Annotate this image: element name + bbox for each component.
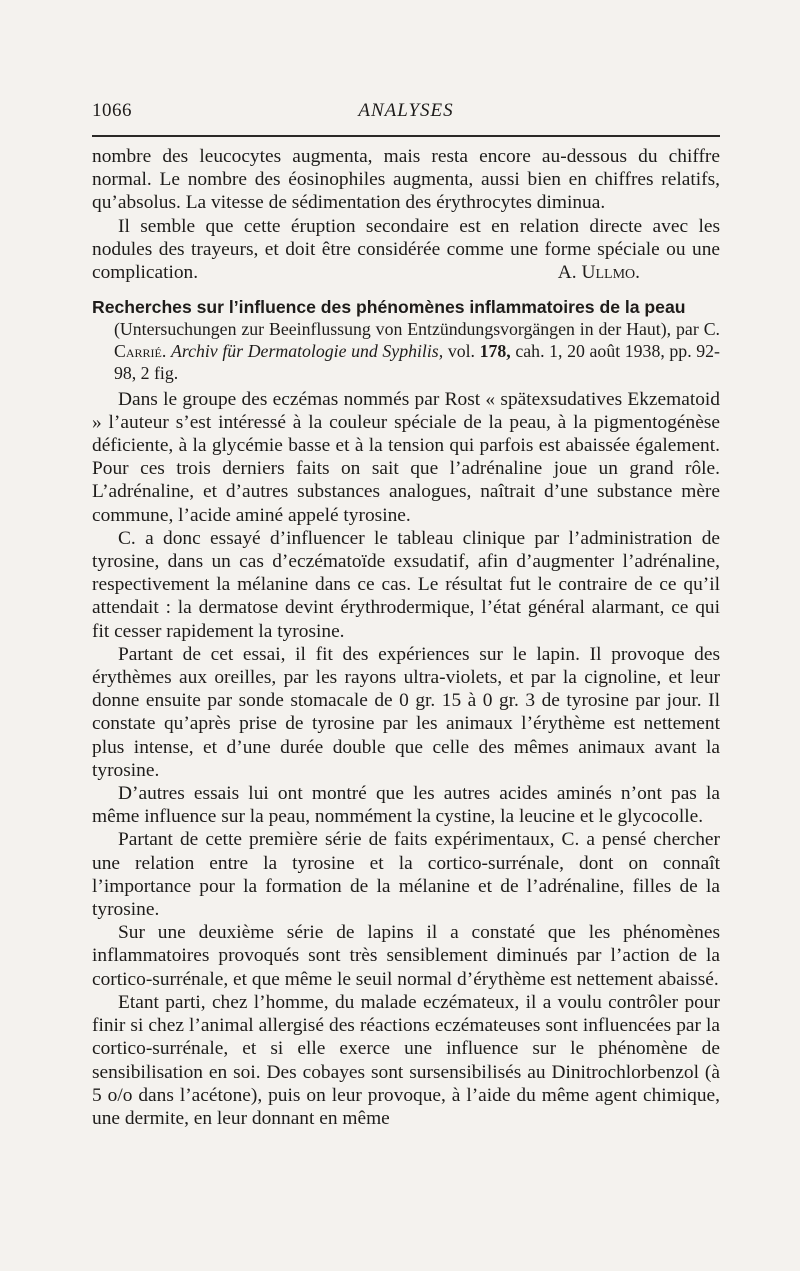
article-reference bbox=[114, 319, 720, 384]
paragraph-conclusion-text: Il semble que cette éruption secondaire est en relation directe avec les nodules des trayeurs, et doit être considérée comme une forme spéciale ou une complication. bbox=[92, 215, 720, 284]
page-number: 1066 bbox=[92, 100, 132, 121]
header-rule bbox=[92, 135, 720, 137]
page-body bbox=[92, 145, 720, 1130]
page bbox=[92, 100, 720, 1129]
paragraph-continued: nombre des leucocytes augmenta, mais resta encore au-dessous du chiffre normal. Le nombre des éosinophiles augmenta, aussi bien en chiffres relatifs, qu’absolus. La vitesse de sédimentation des érythrocytes diminua. bbox=[92, 146, 720, 214]
article-paragraph: Etant parti, chez l’homme, du malade eczémateux, il a voulu contrôler pour finir si chez l’animal allergisé des réactions eczémateuses sont influencées par la cortico-surrénale, et si elle exerce une influence sur le phénomène de sensibilisation en soi. Des cobayes sont sursensibilisés au Dinitrochlorbenzol (à 5 o/o dans l’acétone), puis on leur provoque, à l’aide du même agent chimique, une dermite, en leur donnant en même bbox=[92, 991, 720, 1129]
article-paragraph: Dans le groupe des eczémas nommés par Rost « spätexsudatives Ekzematoid » l’auteur s’est intéressé à la couleur spéciale de la peau, à la pigmentogénèse déficiente, à la glycémie basse et à la tension qui parfois est abaissée également. Pour ces trois derniers faits on sait que l’adrénaline joue un grand rôle. L’adrénaline, et d’autres substances analogues, naîtrait d’une substance mère commune, l’acide aminé appelé tyrosine. bbox=[92, 388, 720, 526]
article-paragraph: D’autres essais lui ont montré que les autres acides aminés n’ont pas la même influence sur la peau, nommément la cystine, la leucine et le glycocolle. bbox=[92, 783, 720, 828]
reference-volume: 178, bbox=[479, 341, 511, 362]
running-title: ANALYSES bbox=[358, 100, 454, 121]
reference-issue: cah. 1, 20 août 1938, pp. 92-98, 2 fig. bbox=[114, 341, 720, 383]
reference-author: C. Carrié. bbox=[114, 319, 720, 362]
reference-volume-label: vol. bbox=[447, 341, 475, 362]
article-paragraph: Partant de cet essai, il fit des expériences sur le lapin. Il provoque des érythèmes aux oreilles, par les rayons ultra-violets, et par la cignoline, et leur donne ensuite par sonde stomacale de 0 gr. 15 à 0 gr. 3 de tyrosine par jour. Il constate qu’après prise de tyrosine par les animaux l’érythème est nettement plus intense, et d’une durée double que celle des mêmes animaux avant la tyrosine. bbox=[92, 643, 720, 781]
signature: A. Ullmo. bbox=[557, 262, 640, 284]
paragraph-conclusion bbox=[92, 215, 720, 285]
page-header bbox=[92, 100, 720, 126]
article-title: Recherches sur l’influence des phénomènes inflammatoires de la peau bbox=[92, 297, 686, 318]
reference-original-title: (Untersuchungen zur Beeinflussung von Entzündungsvorgängen in der Haut), par bbox=[114, 319, 699, 340]
reference-journal: Archiv für Dermatologie und Syphilis, bbox=[170, 341, 444, 362]
article-paragraph: C. a donc essayé d’influencer le tableau clinique par l’administration de tyrosine, dans un cas d’eczématoïde exsudatif, afin d’augmenter l’adrénaline, respectivement la mélanine dans ce cas. Le résultat fut le contraire de ce qu’il attendait : la dermatose devint érythrodermique, l’état général alarmant, ce qui fit cesser rapidement la tyrosine. bbox=[92, 527, 720, 642]
article-paragraph: Sur une deuxième série de lapins il a constaté que les phénomènes inflammatoires provoqués sont très sensiblement diminués par l’action de la cortico-surrénale, et que même le seuil normal d’érythème est nettement abaissé. bbox=[92, 922, 720, 990]
article-paragraph: Partant de cette première série de faits expérimentaux, C. a pensé chercher une relation entre la tyrosine et la cortico-surrénale, dont on connaît l’importance pour la formation de la mélanine et de l’adrénaline, filles de la tyrosine. bbox=[92, 829, 720, 921]
